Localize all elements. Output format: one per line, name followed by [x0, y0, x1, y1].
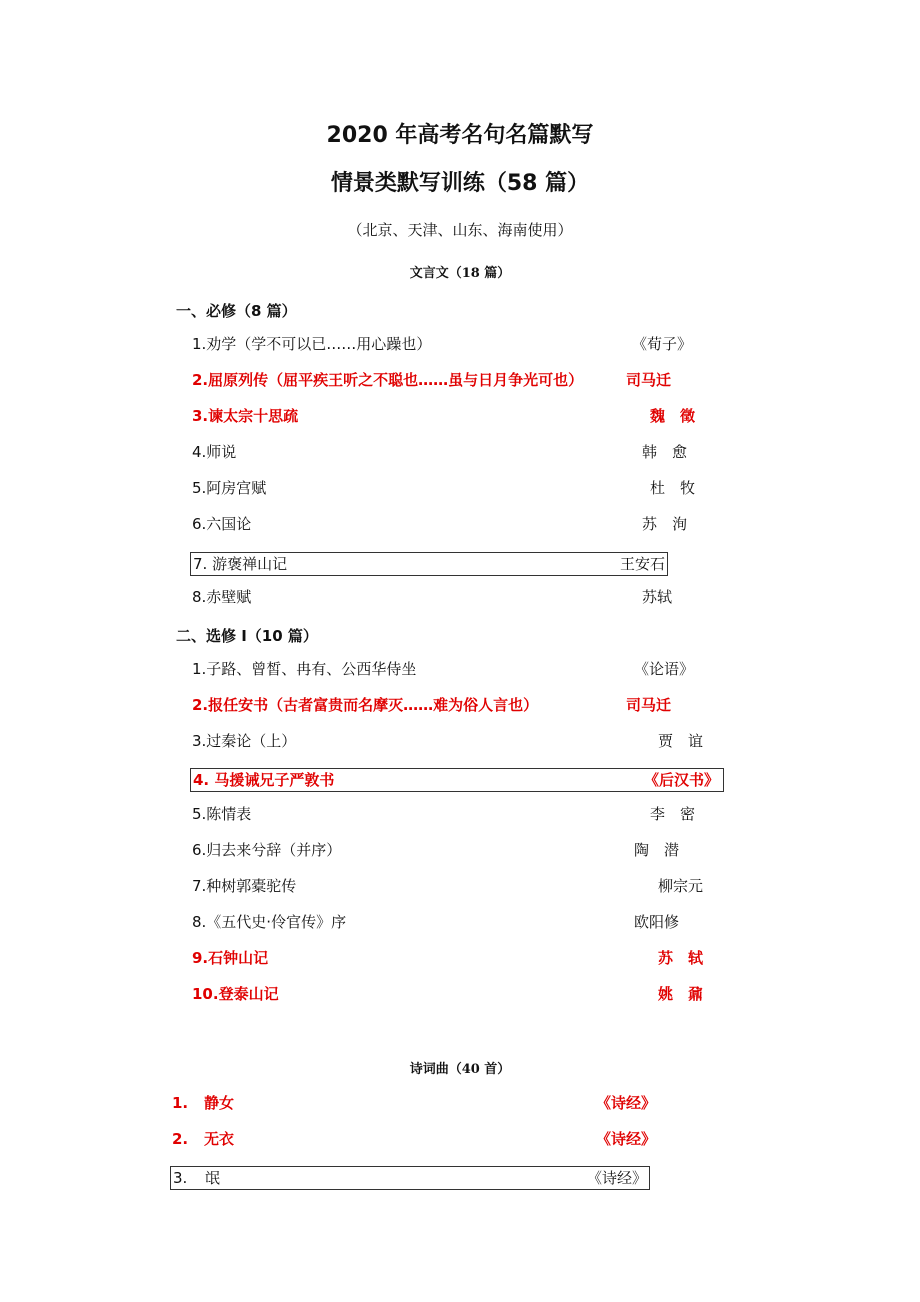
item-title: 10.登泰山记: [192, 985, 279, 1003]
list-item: [192, 333, 692, 355]
item-author: 苏 洵: [642, 515, 688, 533]
item-title: 8.《五代史·伶官传》序: [192, 913, 347, 931]
item-author: 魏 徵: [650, 407, 696, 425]
item-author: 《论语》: [634, 660, 695, 678]
item-title: 8.赤壁赋: [192, 588, 252, 606]
item-title: 7.种树郭橐驼传: [192, 877, 297, 895]
list-item: [192, 405, 712, 427]
item-author: 苏 轼: [658, 949, 704, 967]
list-item: [192, 658, 712, 680]
poem-title: 静女: [204, 1094, 235, 1112]
item-author: 李 密: [650, 805, 696, 823]
usage-note: （北京、天津、山东、海南使用）: [347, 221, 573, 239]
poem-title: 氓: [205, 1169, 221, 1187]
item-title: 3.谏太宗十思疏: [192, 407, 299, 425]
item-author: 姚 鼐: [658, 985, 704, 1003]
item-title: 5.阿房宫赋: [192, 479, 267, 497]
item-author: 《后汉书》: [643, 771, 719, 789]
poem-item-boxed: [170, 1166, 650, 1190]
poem-source: 《诗经》: [586, 1169, 647, 1187]
item-author: 柳宗元: [658, 877, 704, 895]
item-author: 欧阳修: [634, 913, 680, 931]
poetry-section-header: 诗词曲（40 首）: [409, 1062, 511, 1077]
list-item: [192, 441, 712, 463]
item-author: 《荀子》: [632, 335, 693, 353]
list-item: [192, 369, 692, 391]
poem-number: 3.: [173, 1169, 188, 1187]
list-item: [192, 803, 712, 825]
list-item: [192, 513, 712, 535]
poem-source: 《诗经》: [596, 1130, 657, 1148]
list-item: [192, 875, 712, 897]
list-item-boxed: [190, 768, 724, 792]
poem-title: 无衣: [204, 1130, 235, 1148]
list-item: [192, 983, 712, 1005]
item-title: 6.归去来兮辞（并序）: [192, 841, 342, 859]
item-title: 2.报任安书（古者富贵而名摩灭……难为俗人言也）: [192, 696, 539, 714]
document-title: 2020 年高考名句名篇默写: [326, 123, 594, 148]
document-subtitle: 情景类默写训练（58 篇）: [330, 171, 590, 196]
classical-section-header: 文言文（18 篇）: [409, 266, 511, 281]
item-author: 王安石: [619, 555, 665, 573]
item-title: 6.六国论: [192, 515, 252, 533]
elective-heading: 二、选修 I（10 篇）: [176, 627, 318, 645]
item-author: 苏轼: [642, 588, 673, 606]
item-author: 杜 牧: [650, 479, 696, 497]
item-author: 司马迁: [626, 371, 672, 389]
item-title: 7. 游褒禅山记: [193, 555, 288, 573]
item-title: 4. 马援诫兄子严敦书: [193, 771, 335, 789]
item-author: 韩 愈: [642, 443, 688, 461]
item-author: 贾 谊: [658, 732, 704, 750]
item-title: 9.石钟山记: [192, 949, 269, 967]
poem-item: [172, 1128, 662, 1150]
list-item: [192, 730, 712, 752]
list-item: [192, 947, 712, 969]
list-item: [192, 694, 712, 716]
list-item: [192, 911, 712, 933]
list-item: [192, 839, 712, 861]
poem-source: 《诗经》: [596, 1094, 657, 1112]
list-item-boxed: [190, 552, 668, 576]
item-title: 1.劝学（学不可以已……用心躁也）: [192, 335, 432, 353]
item-title: 3.过秦论（上）: [192, 732, 297, 750]
poem-number: 2.: [172, 1130, 189, 1148]
item-author: 陶 潜: [634, 841, 680, 859]
item-title: 5.陈情表: [192, 805, 252, 823]
list-item: [192, 586, 712, 608]
required-heading: 一、必修（8 篇）: [176, 302, 297, 320]
poem-item: [172, 1092, 662, 1114]
item-title: 4.师说: [192, 443, 237, 461]
list-item: [192, 477, 712, 499]
poem-number: 1.: [172, 1094, 189, 1112]
item-title: 1.子路、曾皙、冉有、公西华侍坐: [192, 660, 417, 678]
item-author: 司马迁: [626, 696, 672, 714]
item-title: 2.屈原列传（屈平疾王听之不聪也……虽与日月争光可也）: [192, 371, 584, 389]
